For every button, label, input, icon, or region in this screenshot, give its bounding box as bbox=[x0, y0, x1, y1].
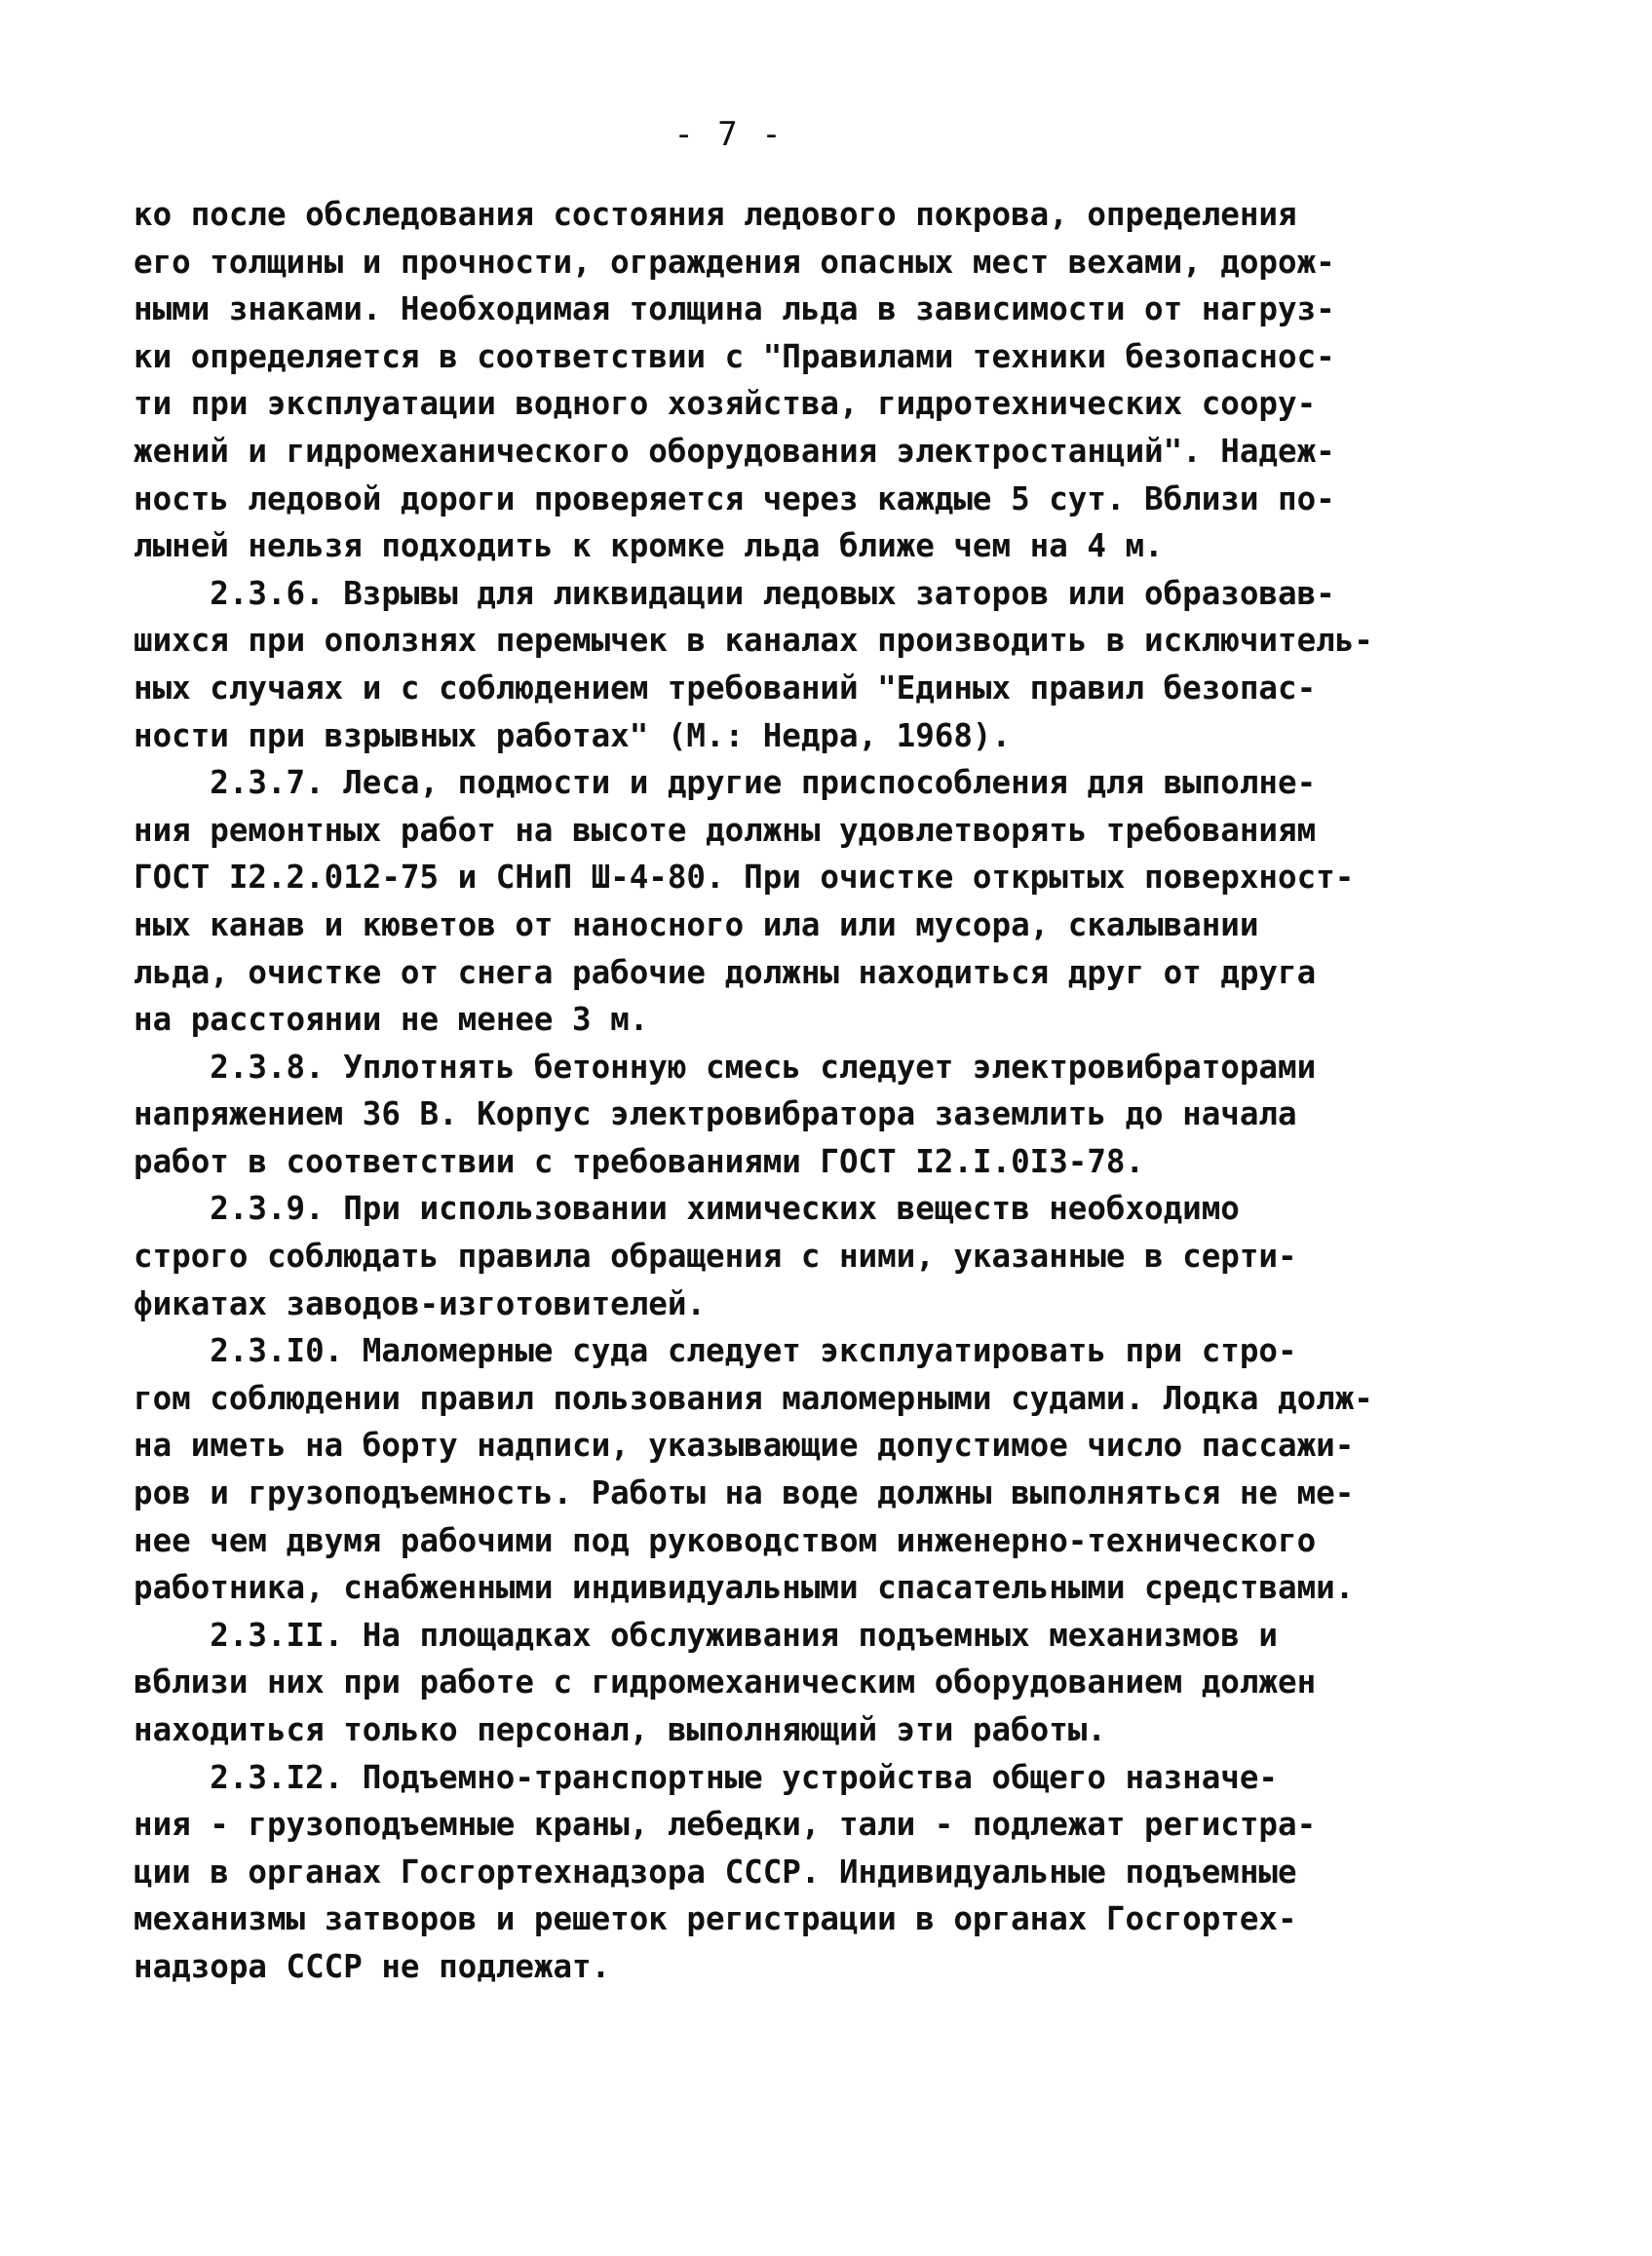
text-line: ных случаях и с соблюдением требований "Единых правил безопас- bbox=[134, 669, 1317, 707]
text-line: ки определяется в соответствии с "Правилами техники безопаснос- bbox=[134, 337, 1335, 375]
text-line: гом соблюдении правил пользования маломерными судами. Лодка долж- bbox=[134, 1379, 1373, 1417]
text-line: нее чем двумя рабочими под руководством инженерно-технического bbox=[134, 1521, 1317, 1559]
text-line: его толщины и прочности, ограждения опасных мест вехами, дорож- bbox=[134, 243, 1335, 281]
text-line: на расстоянии не менее 3 м. bbox=[134, 1001, 649, 1039]
text-line: ность ледовой дороги проверяется через каждые 5 сут. Вблизи по- bbox=[134, 479, 1335, 517]
text-line: напряжением 36 В. Корпус электровибратора заземлить до начала bbox=[134, 1095, 1297, 1133]
text-line: надзора СССР не подлежат. bbox=[134, 1947, 611, 1985]
page-number: - 7 - bbox=[673, 115, 784, 154]
paragraph-start-2-3-11: 2.3.II. На площадках обслуживания подъемных механизмов и bbox=[134, 1616, 1278, 1654]
text-line: фикатах заводов-изготовителей. bbox=[134, 1284, 706, 1322]
text-line: ров и грузоподъемность. Работы на воде должны выполняться не ме- bbox=[134, 1474, 1355, 1512]
text-line: лыней нельзя подходить к кромке льда ближе чем на 4 м. bbox=[134, 527, 1164, 565]
paragraph-start-2-3-6: 2.3.6. Взрывы для ликвидации ледовых заторов или образовав- bbox=[134, 574, 1335, 612]
text-line: работ в соответствии с требованиями ГОСТ I2.I.0I3-78. bbox=[134, 1142, 1145, 1180]
text-line: вблизи них при работе с гидромеханическим оборудованием должен bbox=[134, 1663, 1317, 1702]
text-line: ко после обследования состояния ледового покрова, определения bbox=[134, 196, 1297, 233]
text-line: ния - грузоподъемные краны, лебедки, тали - подлежат регистра- bbox=[134, 1806, 1317, 1844]
text-line: работника, снабженными индивидуальными спасательными средствами. bbox=[134, 1569, 1355, 1607]
paragraph-start-2-3-9: 2.3.9. При использовании химических веществ необходимо bbox=[134, 1190, 1240, 1228]
body-text bbox=[134, 191, 1420, 1991]
paragraph-start-2-3-10: 2.3.I0. Маломерные суда следует эксплуатировать при стро- bbox=[134, 1332, 1297, 1370]
text-line: шихся при оползнях перемычек в каналах производить в исключитель- bbox=[134, 622, 1373, 660]
text-line: ния ремонтных работ на высоте должны удовлетворять требованиям bbox=[134, 811, 1317, 849]
paragraph-start-2-3-8: 2.3.8. Уплотнять бетонную смесь следует электровибраторами bbox=[134, 1048, 1317, 1086]
text-line: ции в органах Госгортехнадзора СССР. Индивидуальные подъемные bbox=[134, 1853, 1297, 1891]
text-line: льда, очистке от снега рабочие должны находиться друг от друга bbox=[134, 953, 1317, 991]
text-line: находиться только персонал, выполняющий эти работы. bbox=[134, 1711, 1106, 1748]
paragraph-start-2-3-12: 2.3.I2. Подъемно-транспортные устройства общего назначе- bbox=[134, 1758, 1278, 1796]
text-line: ными знаками. Необходимая толщина льда в зависимости от нагруз- bbox=[134, 290, 1335, 328]
text-line: строго соблюдать правила обращения с ними, указанные в серти- bbox=[134, 1238, 1297, 1276]
paragraph-start-2-3-7: 2.3.7. Леса, подмости и другие приспособления для выполне- bbox=[134, 764, 1317, 802]
text-line: ности при взрывных работах" (М.: Недра, 1968). bbox=[134, 716, 1012, 754]
text-line: ГОСТ I2.2.012-75 и СНиП Ш-4-80. При очистке открытых поверхност- bbox=[134, 859, 1355, 897]
text-line: на иметь на борту надписи, указывающие допустимое число пассажи- bbox=[134, 1427, 1355, 1465]
text-line: механизмы затворов и решеток регистрации в органах Госгортех- bbox=[134, 1900, 1297, 1938]
text-line: ных канав и кюветов от наносного ила или мусора, скалывании bbox=[134, 905, 1259, 943]
text-line: ти при эксплуатации водного хозяйства, гидротехнических соору- bbox=[134, 385, 1317, 423]
text-line: жений и гидромеханического оборудования электростанций". Надеж- bbox=[134, 432, 1335, 470]
